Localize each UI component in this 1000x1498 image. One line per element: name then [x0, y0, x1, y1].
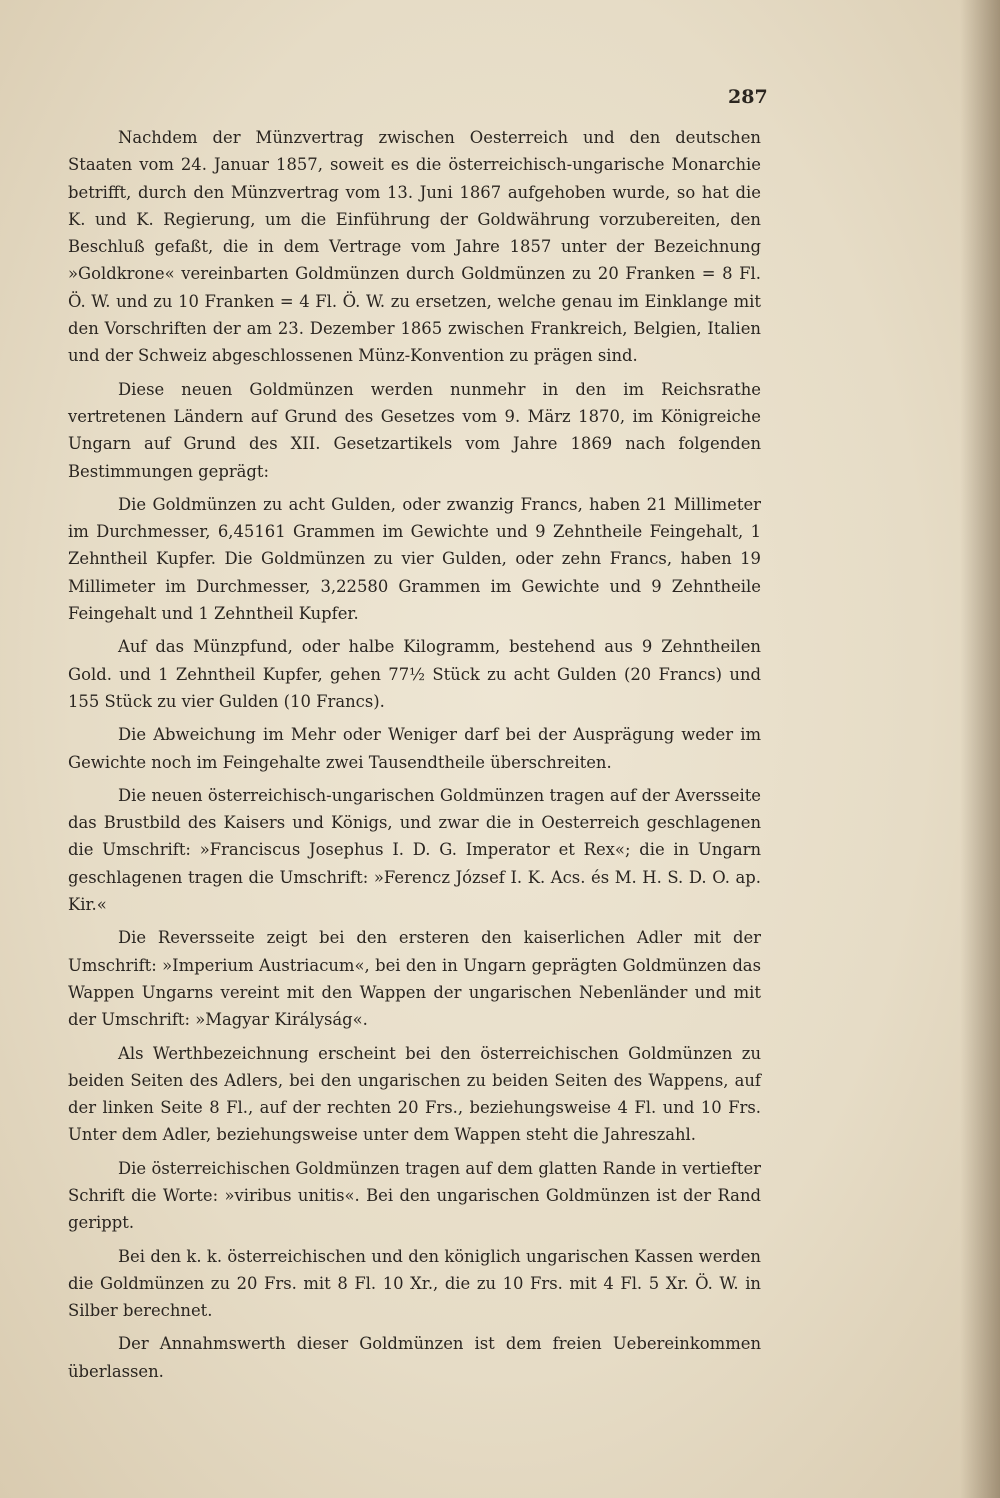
paragraph-10: Bei den k. k. österreichischen und den königlich ungarischen Kassen werden die Goldmünzen zu 20 Frs. mit 8 Fl. 10 Xr., die zu 10 Frs. mit 4 Fl. 5 Xr. Ö. W. in Silber berechnet. — [68, 1246, 761, 1321]
paragraph-8: Als Werthbezeichnung erscheint bei den österreichischen Goldmünzen zu beiden Seiten des Adlers, bei den ungarischen zu beiden Seiten des Wappens, auf der linken Seite 8 Fl., auf der rechten 20 Frs., beziehungsweise 4 Fl. und 10 Frs. Unter dem Adler, beziehungsweise unter dem Wappen steht die Jahreszahl. — [68, 1043, 761, 1145]
paragraph-6: Die neuen österreichisch-ungarischen Goldmünzen tragen auf der Aversseite das Brustbild des Kaisers und Königs, und zwar die in Oesterreich geschlagenen die Umschrift: »Franciscus Josephus I. D. G. Imperator et Rex«; die in Ungarn geschlagenen tragen die Umschrift: »Ferencz József I. K. Acs. és M. H. S. D. O. ap. Kir.« — [68, 785, 761, 915]
paragraph-2: Diese neuen Goldmünzen werden nunmehr in den im Reichsrathe vertretenen Ländern auf Grund des Gesetzes vom 9. März 1870, im Königreiche Ungarn auf Grund des XII. Gesetzartikels vom Jahre 1869 nach folgenden Bestimmungen geprägt: — [68, 379, 761, 481]
paragraph-7: Die Reversseite zeigt bei den ersteren den kaiserlichen Adler mit der Umschrift: »Imperium Austriacum«, bei den in Ungarn geprägten Goldmünzen das Wappen Ungarns vereint mit den Wappen der ungarischen Nebenländer und mit der Umschrift: »Magyar Királyság«. — [68, 928, 761, 1030]
paragraph-3: Die Goldmünzen zu acht Gulden, oder zwanzig Francs, haben 21 Millimeter im Durchmesser, 6,45161 Grammen im Gewichte und 9 Zehntheile Feingehalt, 1 Zehntheil Kupfer. Die Goldmünzen zu vier Gulden, oder zehn Francs, haben 19 Millimeter im Durchmesser, 3,22580 Grammen im Gewichte und 9 Zehntheile Feingehalt und 1 Zehntheil Kupfer. — [68, 494, 761, 624]
paragraph-5: Die Abweichung im Mehr oder Weniger darf bei der Ausprägung weder im Gewichte noch im Feingehalte zwei Tausendtheile überschreiten. — [68, 725, 761, 772]
paragraph-11: Der Annahmswerth dieser Goldmünzen ist dem freien Uebereinkommen überlassen. — [68, 1334, 761, 1381]
paragraph-9: Die österreichischen Goldmünzen tragen auf dem glatten Rande in vertiefter Schrift die Worte: »viribus unitis«. Bei den ungarischen Goldmünzen ist der Rand gerippt. — [68, 1158, 761, 1233]
page-number: 287 — [728, 86, 768, 108]
paragraph-1: Nachdem der Münzvertrag zwischen Oesterreich und den deutschen Staaten vom 24. Januar 1857, soweit es die österreichisch-ungarische Monarchie betrifft, durch den Münzvertrag vom 13. Juni 1867 aufgehoben wurde, so hat die K. und K. Regierung, um die Einführung der Goldwährung vorzubereiten, den Beschluß gefaßt, die in dem Vertrage vom Jahre 1857 unter der Bezeichnung »Goldkrone« vereinbarten Goldmünzen durch Goldmünzen zu 20 Franken = 8 Fl. Ö. W. und zu 10 Franken = 4 Fl. Ö. W. zu ersetzen, welche genau im Einklange mit den Vorschriften der am 23. Dezember 1865 zwischen Frankreich, Belgien, Italien und der Schweiz abgeschlossenen Münz-Konvention zu prägen sind. — [68, 128, 761, 366]
paragraph-4: Auf das Münzpfund, oder halbe Kilogramm, bestehend aus 9 Zehntheilen Gold. und 1 Zehntheil Kupfer, gehen 77½ Stück zu acht Gulden (20 Francs) und 155 Stück zu vier Gulden (10 Francs). — [68, 637, 761, 711]
page-edge-shadow — [960, 0, 1000, 1498]
body-text — [68, 124, 761, 1391]
